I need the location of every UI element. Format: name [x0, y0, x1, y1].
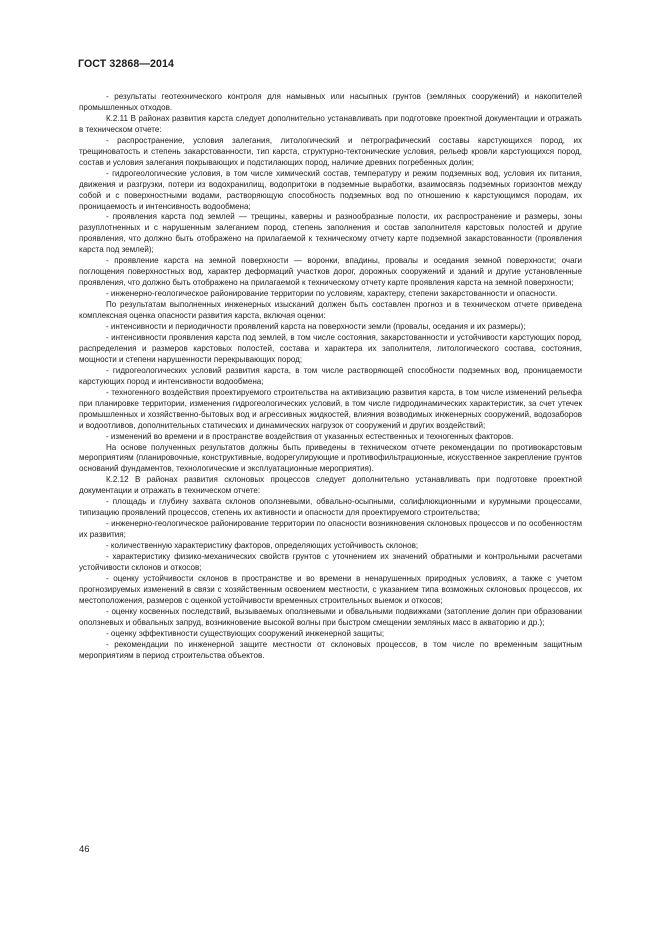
- paragraph: - инженерно-геологическое районирование территории по условиям, характеру, степени закарстованности и опасности.: [106, 289, 558, 299]
- paragraph: - оценку эффективности существующих сооружений инженерной защиты;: [106, 628, 385, 638]
- paragraph: - количественную характеристику факторов, определяющих устойчивость склонов;: [106, 541, 419, 551]
- paragraph: - проявления карста под землей — трещины, каверны и разнообразные полости, их распространение и размеры, зоны разуплотненных и с нарушенным залеганием пород, степень заполнения и состав заполнителя карстовых полостей и другие проявления, что должно быть отображено на прилагаемой к техническому отчету карте подземной закарстованности (проявления карста под землей);: [79, 212, 582, 255]
- paragraph: К.2.11 В районах развития карста следует дополнительно устанавливать при подготовке проектной документации и отражать в техническом отчете:: [79, 113, 582, 134]
- document-body: [79, 92, 582, 662]
- paragraph: - оценку устойчивости склонов в пространстве и во времени в ненарушенных природных условиях, а также с учетом прогнозируемых изменений в связи с хозяйственным освоением местности, с указанием типа возможных склоновых процессов, их местоположения, размеров с оценкой устойчивости временных строительных выемок и откосов;: [79, 573, 582, 605]
- paragraph: - рекомендации по инженерной защите местности от склоновых процессов, в том числе по временным защитным мероприятиям в период строительства объектов.: [79, 639, 582, 660]
- paragraph: - распространение, условия залегания, литологический и петрографический составы карстующихся пород, их трещиноватость и степень закарстованности, тип карста, структурно-тектонические условия, рельеф кровли карстующихся пород, состав и условия залегания покрывающих и подстилающих пород, наличие древних погребенных долин;: [79, 135, 582, 167]
- paragraph: - результаты геотехнического контроля для намывных или насыпных грунтов (земляных сооружений) и накопителей промышленных отходов.: [79, 92, 582, 112]
- page-number: 46: [79, 844, 90, 855]
- paragraph: - интенсивности и периодичности проявлений карста на поверхности земли (провалы, оседания и их размеры);: [106, 322, 526, 332]
- paragraph: - интенсивности проявления карста под землей, в том числе состояния, закарстованности и устойчивости карстующих пород, распределения и размеров карстовых полостей, состава и характера их заполнителя, литологического состава, состояния, мощности и степени нарушенности перекрывающих пород;: [79, 332, 582, 364]
- paragraph: По результатам выполненных инженерных изысканий должен быть составлен прогноз и в техническом отчете приведена комплексная оценка опасности развития карста, включая оценки:: [79, 300, 582, 321]
- paragraph: - характеристику физико-механических свойств грунтов с уточнением их значений обратными и контрольными расчетами устойчивости склонов и откосов;: [79, 552, 582, 572]
- paragraph: - техногенного воздействия проектируемого строительства на активизацию развития карста, в том числе изменений рельефа при планировке территории, изменения гидрогеологических условий, в том числе гидродинамических характеристик, за счет утечек промышленных и хозяйственно-бытовых вод и агрессивных жидкостей, влияния возводимых инженерных сооружений, водозаборов и водоотливов, дополнительных статических и динамических нагрузок от сооружений и других воздействий;: [79, 387, 582, 430]
- paragraph: - площадь и глубину захвата склонов оползневыми, обвально-осыпными, солифлюкционными и курумными процессами, типизацию проявлений процессов, степень их активности и опасности для проектируемого строительства;: [79, 497, 582, 518]
- paragraph: На основе полученных результатов должны быть приведены в техническом отчете рекомендации по противокарстовым мероприятиям (планировочные, конструктивные, водорегулирующие и противофильтрационные, искусственное закрепление грунтов оснований фундаментов, технологические и эксплуатационные мероприятия).: [79, 442, 582, 474]
- paragraph: - гидрогеологические условия, в том числе химический состав, температуру и режим подземных вод, условия их питания, движения и разгрузки, потери из водохранилищ, водопритоки в подземные выработки, взаимосвязь подземных горизонтов между собой и с поверхностными водами, растворяющую способность подземных вод по отношению к карстующимся породам, их проницаемость и интенсивность водообмена;: [79, 168, 582, 211]
- paragraph: К.2.12 В районах развития склоновых процессов следует дополнительно устанавливать при подготовке проектной документации и отражать в техническом отчете:: [79, 475, 582, 496]
- paragraph: - изменений во времени и в пространстве воздействия от указанных естественных и техногенных факторов.: [106, 431, 514, 441]
- document-title: ГОСТ 32868—2014: [78, 58, 175, 70]
- paragraph: - гидрогеологических условий развития карста, в том числе растворяющей способности подземных вод, проницаемости карстующих пород и интенсивности водообмена;: [79, 365, 582, 386]
- paragraph: - проявление карста на земной поверхности — воронки, впадины, провалы и оседания земной поверхности; очаги поглощения поверхностных вод, характер деформаций участков дорог, дорожных сооружений и зданий и другие установленные проявления, что должно быть отображено на прилагаемой к техническому отчету карте проявления карста на земной поверхности;: [79, 256, 582, 288]
- paragraph: - оценку косвенных последствий, вызываемых оползневыми и обвальными подвижками (затопление долин при образовании оползневых и обвальных запруд, возникновение высокой волны при быстром смещении земляных масс в акваторию и др.);: [79, 606, 582, 627]
- paragraph: - инженерно-геологическое районирование территории по опасности возникновения склоновых процессов и по особенностям их развития;: [79, 519, 582, 540]
